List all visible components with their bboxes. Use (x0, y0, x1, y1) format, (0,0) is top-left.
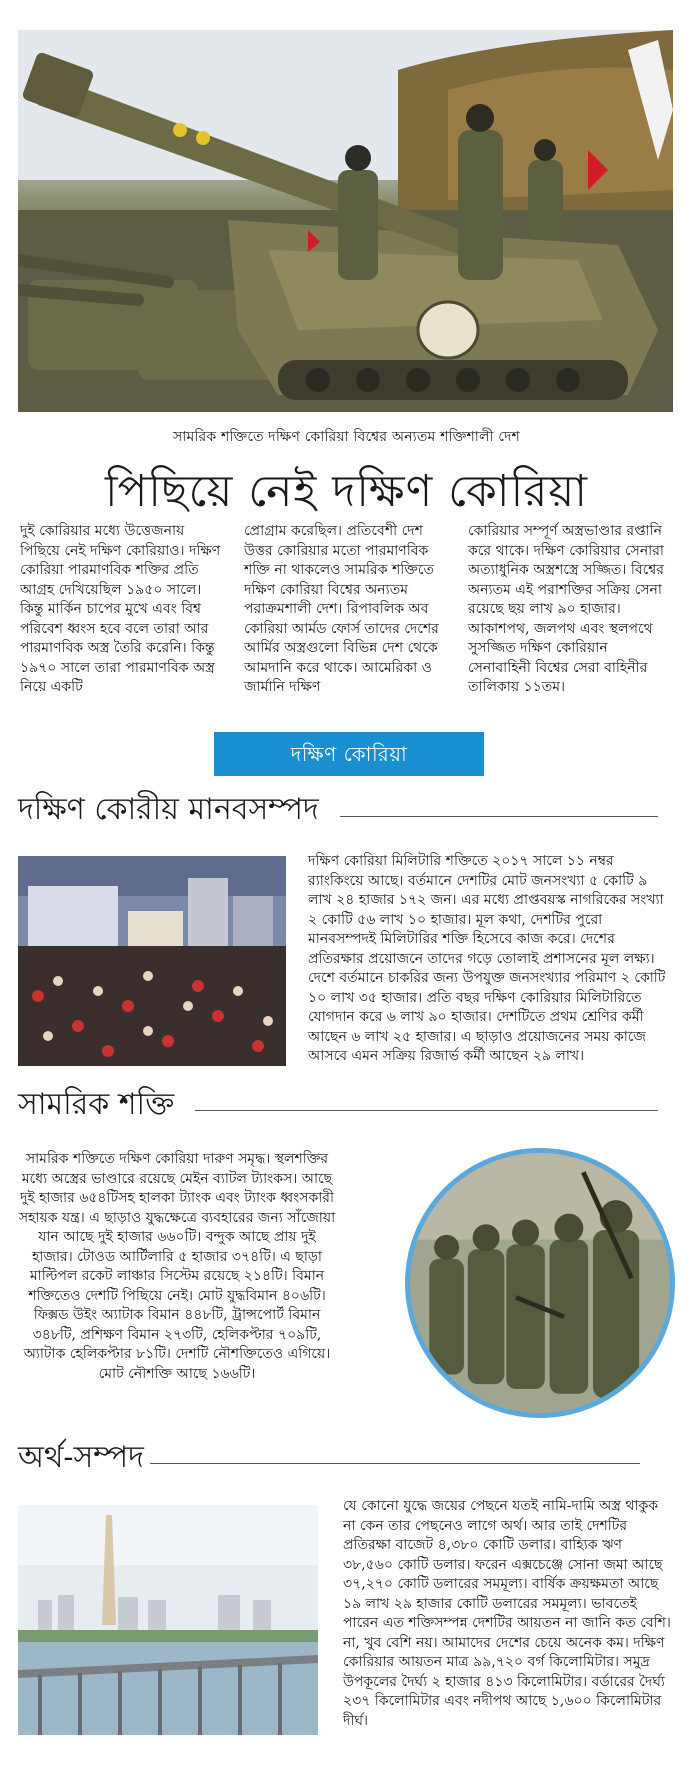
intro-column-3: কোরিয়ার সম্পূর্ণ অস্ত্রভাণ্ডার রপ্তানি করে থাকে। দক্ষিণ কোরিয়ার সেনারা অত্যাধুনিক অস্ত্রশস্ত্রে সজ্জিত। বিশ্বের অন্যতম এই পরাশক্তির সক্রিয় সেনা রয়েছে ছয় লাখ ৯০ হাজার। আকাশপথ, জলপথ এবং স্থলপথে সুসজ্জিত দক্ষিণ কোরিয়ান সেনাবাহিনী বিশ্বের সেরা বাহিনীর তালিকায় ১১তম। (468, 523, 664, 695)
manpower-text: দক্ষিণ কোরিয়া মিলিটারি শক্তিতে ২০১৭ সালে ১১ নম্বর র‍্যাংকিংয়ে আছে। বর্তমানে দেশটির মোট জনসংখ্যা ৫ কোটি ৯ লাখ ২৪ হাজার ১৭২ জন। এর মধ্যে প্রাপ্তবয়স্ক নাগরিকের সংখ্যা ২ কোটি ৫৬ লাখ ১০ হাজার। মূল কথা, দেশটির পুরো মানবসম্পদই মিলিটারির শক্তি হিসেবে কাজ করে। দেশের প্রতিরক্ষার প্রয়োজনে তাদের গড়ে তোলাই প্রশাসনের মূল লক্ষ্য। দেশে বর্তমানে চাকরির জন্য উপযুক্ত জনসংখ্যার পরিমাণ ২ কোটি ১০ লাখ ৩৫ হাজার। প্রতি বছর দক্ষিণ কোরিয়ার মিলিটারিতে যোগদান করে ৬ লাখ ৯০ হাজার। দেশটিতে প্রথম শ্রেণির কর্মী আছেন ৬ লাখ ২৫ হাজার। এ ছাড়াও প্রয়োজনের সময় কাজে আসবে এমন সক্রিয় রিজার্ভ কর্মী আছেন ২৯ লাখ। (308, 853, 666, 1064)
soldiers-circle-photo (405, 1148, 675, 1418)
section-title-military: সামরিক শক্তি (18, 1087, 175, 1122)
intro-column-1: দুই কোরিয়ার মধ্যে উত্তেজনায় পিছিয়ে নেই দক্ষিণ কোরিয়াও। দক্ষিণ কোরিয়া পারমাণবিক শক্তির প্রতি আগ্রহ দেখিয়েছিল ১৯৫০ সালে। কিন্তু মার্কিন চাপের মুখে এবং বিশ্ব পরিবেশ ধ্বংস হবে বলে তারা আর পারমাণবিক অস্ত্র তৈরি করেনি। কিন্তু ১৯৭০ সালে তারা পারমাণবিক অস্ত্র নিয়ে একটি (20, 523, 221, 695)
section-title-economy: অর্থ-সম্পদ (18, 1440, 144, 1475)
headline: পিছিয়ে নেই দক্ষিণ কোরিয়া (104, 466, 589, 517)
city-bridge-photo (18, 1505, 318, 1735)
section-divider (340, 816, 658, 817)
section-divider (150, 1463, 640, 1464)
intro-columns (20, 522, 673, 702)
section-title-manpower: দক্ষিণ কোরীয় মানবসম্পদ (18, 792, 319, 827)
intro-column-2: প্রোগ্রাম করেছিল। প্রতিবেশী দেশ উত্তর কোরিয়ার মতো পারমাণবিক শক্তি না থাকলেও সামরিক শক্তিতে দক্ষিণ কোরিয়া বিশ্বের অন্যতম পরাক্রমশালী দেশ। রিপাবলিক অব কোরিয়া আর্মড ফোর্স তাদের দেশের আর্মির অস্ত্রগুলো বিভিন্ন দেশ থেকে আমদানি করে থাকে। আমেরিকা ও জার্মানি দক্ষিণ (244, 523, 439, 695)
hero-photo-tanks (18, 30, 673, 412)
hero-caption: সামরিক শক্তিতে দক্ষিণ কোরিয়া বিশ্বের অন্যতম শক্তিশালী দেশ (173, 429, 520, 445)
economy-text: যে কোনো যুদ্ধে জয়ের পেছনে যতই নামি-দামি অস্ত্র থাকুক না কেন তার পেছনেও লাগে অর্থ। আর তাই দেশটির প্রতিরক্ষা বাজেট ৪,৩৮০ কোটি ডলার। বাহ্যিক ঋণ ৩৮,৫৬০ কোটি ডলার। ফরেন এক্সচেঞ্জে সোনা জমা আছে ৩৭,২৭০ কোটি ডলারের সমমূল্য। বার্ষিক ক্রয়ক্ষমতা আছে ১৯ লাখ ২৯ হাজার কোটি ডলারের সমমূল্য। ভাবতেই পারেন এত শক্তিসম্পন্ন দেশটির আয়তন না জানি কত বেশি। না, খুব বেশি নয়। আমাদের দেশের চেয়ে অনেক কম। দক্ষিণ কোরিয়ার আয়তন মাত্র ৯৯,৭২০ বর্গ কিলোমিটার। সমুদ্র উপকূলের দৈর্ঘ্য ২ হাজার ৪১৩ কিলোমিটার। বর্ডারের দৈর্ঘ্য ২৩৭ কিলোমিটার এবং নদীপথ আছে ১,৬০০ কিলোমিটার দীর্ঘ। (343, 1498, 671, 1729)
banner-south-korea: দক্ষিণ কোরিয়া (214, 732, 484, 776)
section-divider (195, 1110, 658, 1111)
crowd-photo (18, 856, 286, 1066)
military-text: সামরিক শক্তিতে দক্ষিণ কোরিয়া দারুণ সমৃদ্ধ। স্থলশক্তির মধ্যে অস্ত্রের ভাণ্ডারে রয়েছে মেইন ব্যাটল ট্যাংকস। আছে দুই হাজার ৬৫৪টিসহ হালকা ট্যাংক এবং ট্যাংক ধ্বংসকারী সহায়ক যন্ত্র। এ ছাড়াও যুদ্ধক্ষেত্রে ব্যবহারের জন্য সাঁজোয়া যান আছে দুই হাজার ৬৬০টি। বন্দুক আছে প্রায় দুই হাজার। টোওড আর্টিলারি ৫ হাজার ৩৭৪টি। এ ছাড়া মাল্টিপল রকেট লাঞ্চার সিস্টেম রয়েছে ২১৪টি। বিমান শক্তিতেও দেশটি পিছিয়ে নেই। মোট যুদ্ধবিমান ৪০৬টি। ফিক্সড উইং অ্যাটাক বিমান ৪৪৮টি, ট্রান্সপোর্ট বিমান ৩৪৮টি, প্রশিক্ষণ বিমান ২৭৩টি, হেলিকপ্টার ৭০৯টি, অ্যাটাক হেলিকপ্টার ৮১টি। দেশটি নৌশক্তিতেও এগিয়ে। মোট নৌশক্তি আছে ১৬৬টি। (18, 1151, 336, 1382)
